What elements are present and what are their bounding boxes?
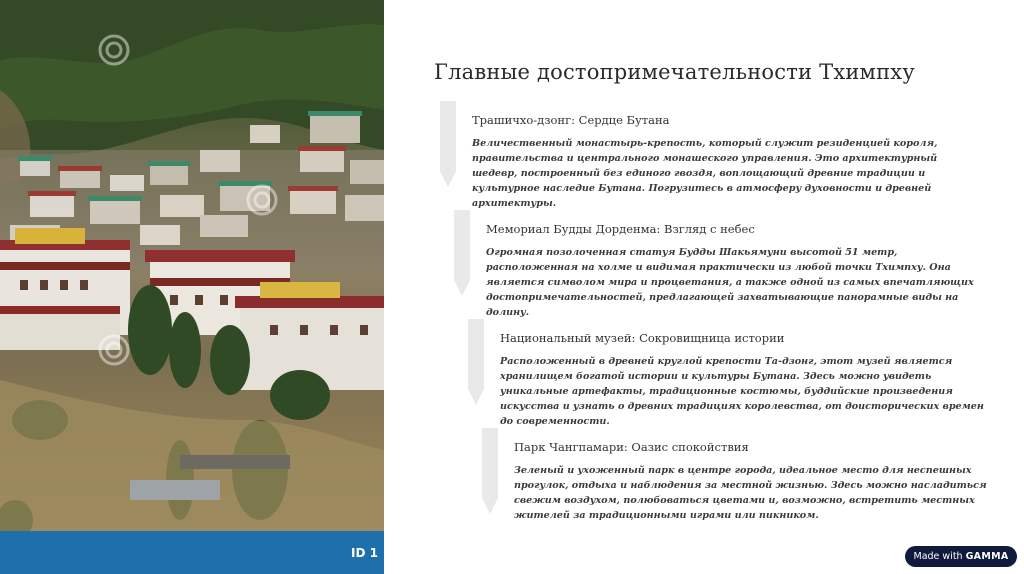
attraction-item-4 [514,440,1014,523]
attraction-item-2 [486,222,986,320]
photo-caption-bar [0,531,384,574]
attraction-item-1 [472,113,972,211]
attraction-heading: Мемориал Будды Дорденма: Взгляд с небес [486,222,755,236]
attraction-heading: Трашичхо-дзонг: Сердце Бутана [472,113,670,127]
down-arrow-icon [462,319,490,405]
attraction-heading: Национальный музей: Сокровищница истории [500,331,785,345]
down-arrow-icon [476,428,504,514]
photo-id-text: ID 1 [351,546,378,560]
badge-prefix: Made with [913,551,963,562]
badge-brand: GAMMA [965,551,1009,562]
attraction-description: Величественный монастырь-крепость, который служит резиденцией короля, правительства и центрального монашеского управления. Это архитектурный шедевр, построенный без единого гвоздя, воплощающий древние традиции и культурное наследие Бутана. Погрузитесь в атмосферу духовности и древней архитектуры. [472,138,938,209]
down-arrow-icon [434,101,462,187]
attraction-description: Зеленый и ухоженный парк в центре города, идеальное место для неспешных прогулок, отдыха и наблюдения за местной жизнью. Здесь можно насладиться свежим воздухом, полюбоваться цветами и, возможно, встретить местных жителей за традиционными играми или пикником. [514,465,987,521]
down-arrow-icon [448,210,476,296]
attraction-item-3 [500,331,1000,429]
city-photo [0,0,384,574]
attraction-description: Расположенный в древней круглой крепости Та-дзонг, этот музей является хранилищем богатой истории и культуры Бутана. Здесь можно увидеть уникальные артефакты, традиционные костюмы, буддийские произведения искусства и узнать о древних традициях королевства, от доисторических времен до современности. [500,356,984,427]
made-with-gamma-badge[interactable] [905,546,1017,567]
page-title: Главные достопримечательности Тхимпху [434,60,915,84]
city-illustration [0,0,384,574]
attraction-description: Огромная позолоченная статуя Будды Шакьямуни высотой 51 метр, расположенная на холме и видимая практически из любой точки Тхимпху. Она является символом мира и процветания, а также одной из самых впечатляющих достопримечательностей, предлагающей захватывающие панорамные виды на долину. [486,247,974,318]
attraction-heading: Парк Чангпамари: Оазис спокойствия [514,440,749,454]
